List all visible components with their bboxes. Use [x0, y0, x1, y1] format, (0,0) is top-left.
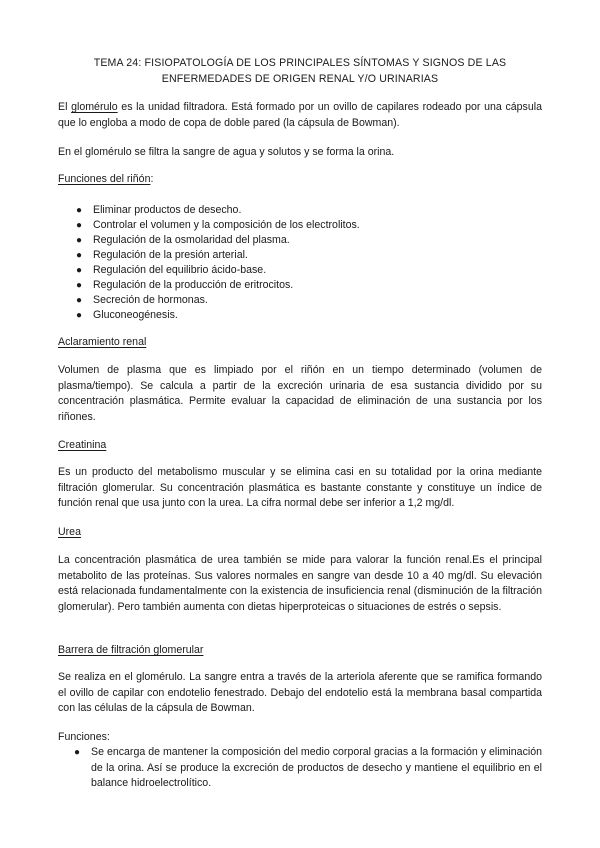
- funciones-list: [58, 203, 542, 323]
- document-title: [70, 55, 530, 87]
- intro-lead: El: [58, 101, 72, 113]
- bullet-icon: ●: [76, 220, 83, 231]
- funcion-item: [58, 278, 542, 293]
- urea-heading: [58, 525, 542, 541]
- title-line-1: TEMA 24: FISIOPATOLOGÍA DE LOS PRINCIPALES SÍNTOMAS Y SIGNOS DE LAS: [93, 57, 507, 69]
- funcion-item: [58, 233, 542, 248]
- creatinina-paragraph: Es un producto del metabolismo muscular y se elimina casi en su totalidad por la orina mediante filtración glomerular. Su concentración plasmática es bastante constante y constituye un índice de función renal que usa junto con la urea. La cifra normal debe ser inferior a 1,2 mg/dl.: [58, 466, 542, 509]
- funciones-heading: [58, 172, 542, 188]
- funciones-heading-colon: :: [150, 173, 154, 185]
- urea-heading-text: Urea: [58, 526, 81, 538]
- funcion-item-text: Regulación de la presión arterial.: [93, 249, 248, 261]
- funcion-item-text: Regulación del equilibrio ácido-base.: [93, 264, 267, 276]
- bullet-icon: ●: [76, 310, 83, 321]
- filtration-paragraph: En el glomérulo se filtra la sangre de agua y solutos y se forma la orina.: [58, 146, 395, 158]
- barrera-paragraph: Se realiza en el glomérulo. La sangre entra a través de la arteriola aferente que se ramifica formando el ovillo de capilar con endotelio fenestrado. Debajo del endotelio está la membrana basal compartida con las células de la cápsula de Bowman.: [58, 671, 542, 714]
- funcion-item-text: Secreción de hormonas.: [93, 294, 208, 306]
- funcion-item: [58, 263, 542, 278]
- barrera-funciones-label: Funciones:: [58, 731, 110, 743]
- funcion-item-text: Controlar el volumen y la composición de los electrolitos.: [93, 219, 360, 231]
- intro-rest: es la unidad filtradora. Está formado por un ovillo de capilares rodeado por una cápsula que lo engloba a modo de copa de doble pared (la cápsula de Bowman).: [58, 101, 542, 129]
- funcion-item: [58, 248, 542, 263]
- urea-paragraph: La concentración plasmática de urea también se mide para valorar la función renal.Es el principal metabolito de las proteínas. Sus valores normales en sangre van desde 10 a 40 mg/dl. Su elevación está relacionada fundamentalmente con la existencia de insuficiencia renal (disminución de la filtración glomerular). Pero también aumenta con dietas hiperproteicas o situaciones de estrés o sepsis.: [58, 554, 542, 613]
- bullet-icon: ●: [76, 250, 83, 261]
- aclaramiento-heading-text: Aclaramiento renal: [58, 336, 147, 348]
- barrera-funcion-item-text: Se encarga de mantener la composición del medio corporal gracias a la formación y eliminación de la orina. Así se produce la excreción de productos de desecho y mantiene el equilibrio en el balance hidroelectrolítico.: [91, 746, 542, 789]
- bullet-icon: ●: [76, 280, 83, 291]
- barrera-funciones-list: [58, 745, 542, 792]
- bullet-icon: ●: [76, 295, 83, 306]
- barrera-funcion-item: [58, 745, 542, 792]
- bullet-icon: ●: [76, 235, 83, 246]
- glomerulo-term: glomérulo: [71, 101, 118, 113]
- aclaramiento-paragraph: Volumen de plasma que es limpiado por el riñón en un tiempo determinado (volumen de plasma/tiempo). Se calcula a partir de la excreción urinaria de esa sustancia dividido por su concentración plasmática. Permite evaluar la capacidad de eliminación de una sustancia por los riñones.: [58, 364, 542, 423]
- bullet-icon: ●: [76, 205, 83, 216]
- funciones-heading-text: Funciones del riñón: [58, 173, 151, 185]
- bullet-icon: ●: [76, 265, 83, 276]
- bullet-icon: ●: [74, 747, 81, 758]
- title-line-2: ENFERMEDADES DE ORIGEN RENAL Y/O URINARIAS: [161, 73, 439, 85]
- funcion-item: [58, 308, 542, 323]
- intro-paragraph: [58, 100, 542, 131]
- funcion-item-text: Eliminar productos de desecho.: [93, 204, 242, 216]
- creatinina-heading-text: Creatinina: [58, 439, 107, 451]
- funcion-item: [58, 218, 542, 233]
- barrera-heading: [58, 643, 542, 659]
- barrera-heading-text: Barrera de filtración glomerular: [58, 644, 204, 656]
- creatinina-heading: [58, 438, 542, 454]
- funcion-item-text: Regulación de la osmolaridad del plasma.: [93, 234, 290, 246]
- funcion-item-text: Regulación de la producción de eritrocitos.: [93, 279, 294, 291]
- funcion-item-text: Gluconeogénesis.: [93, 309, 178, 321]
- funcion-item: [58, 293, 542, 308]
- funcion-item: [58, 203, 542, 218]
- aclaramiento-heading: [58, 335, 542, 351]
